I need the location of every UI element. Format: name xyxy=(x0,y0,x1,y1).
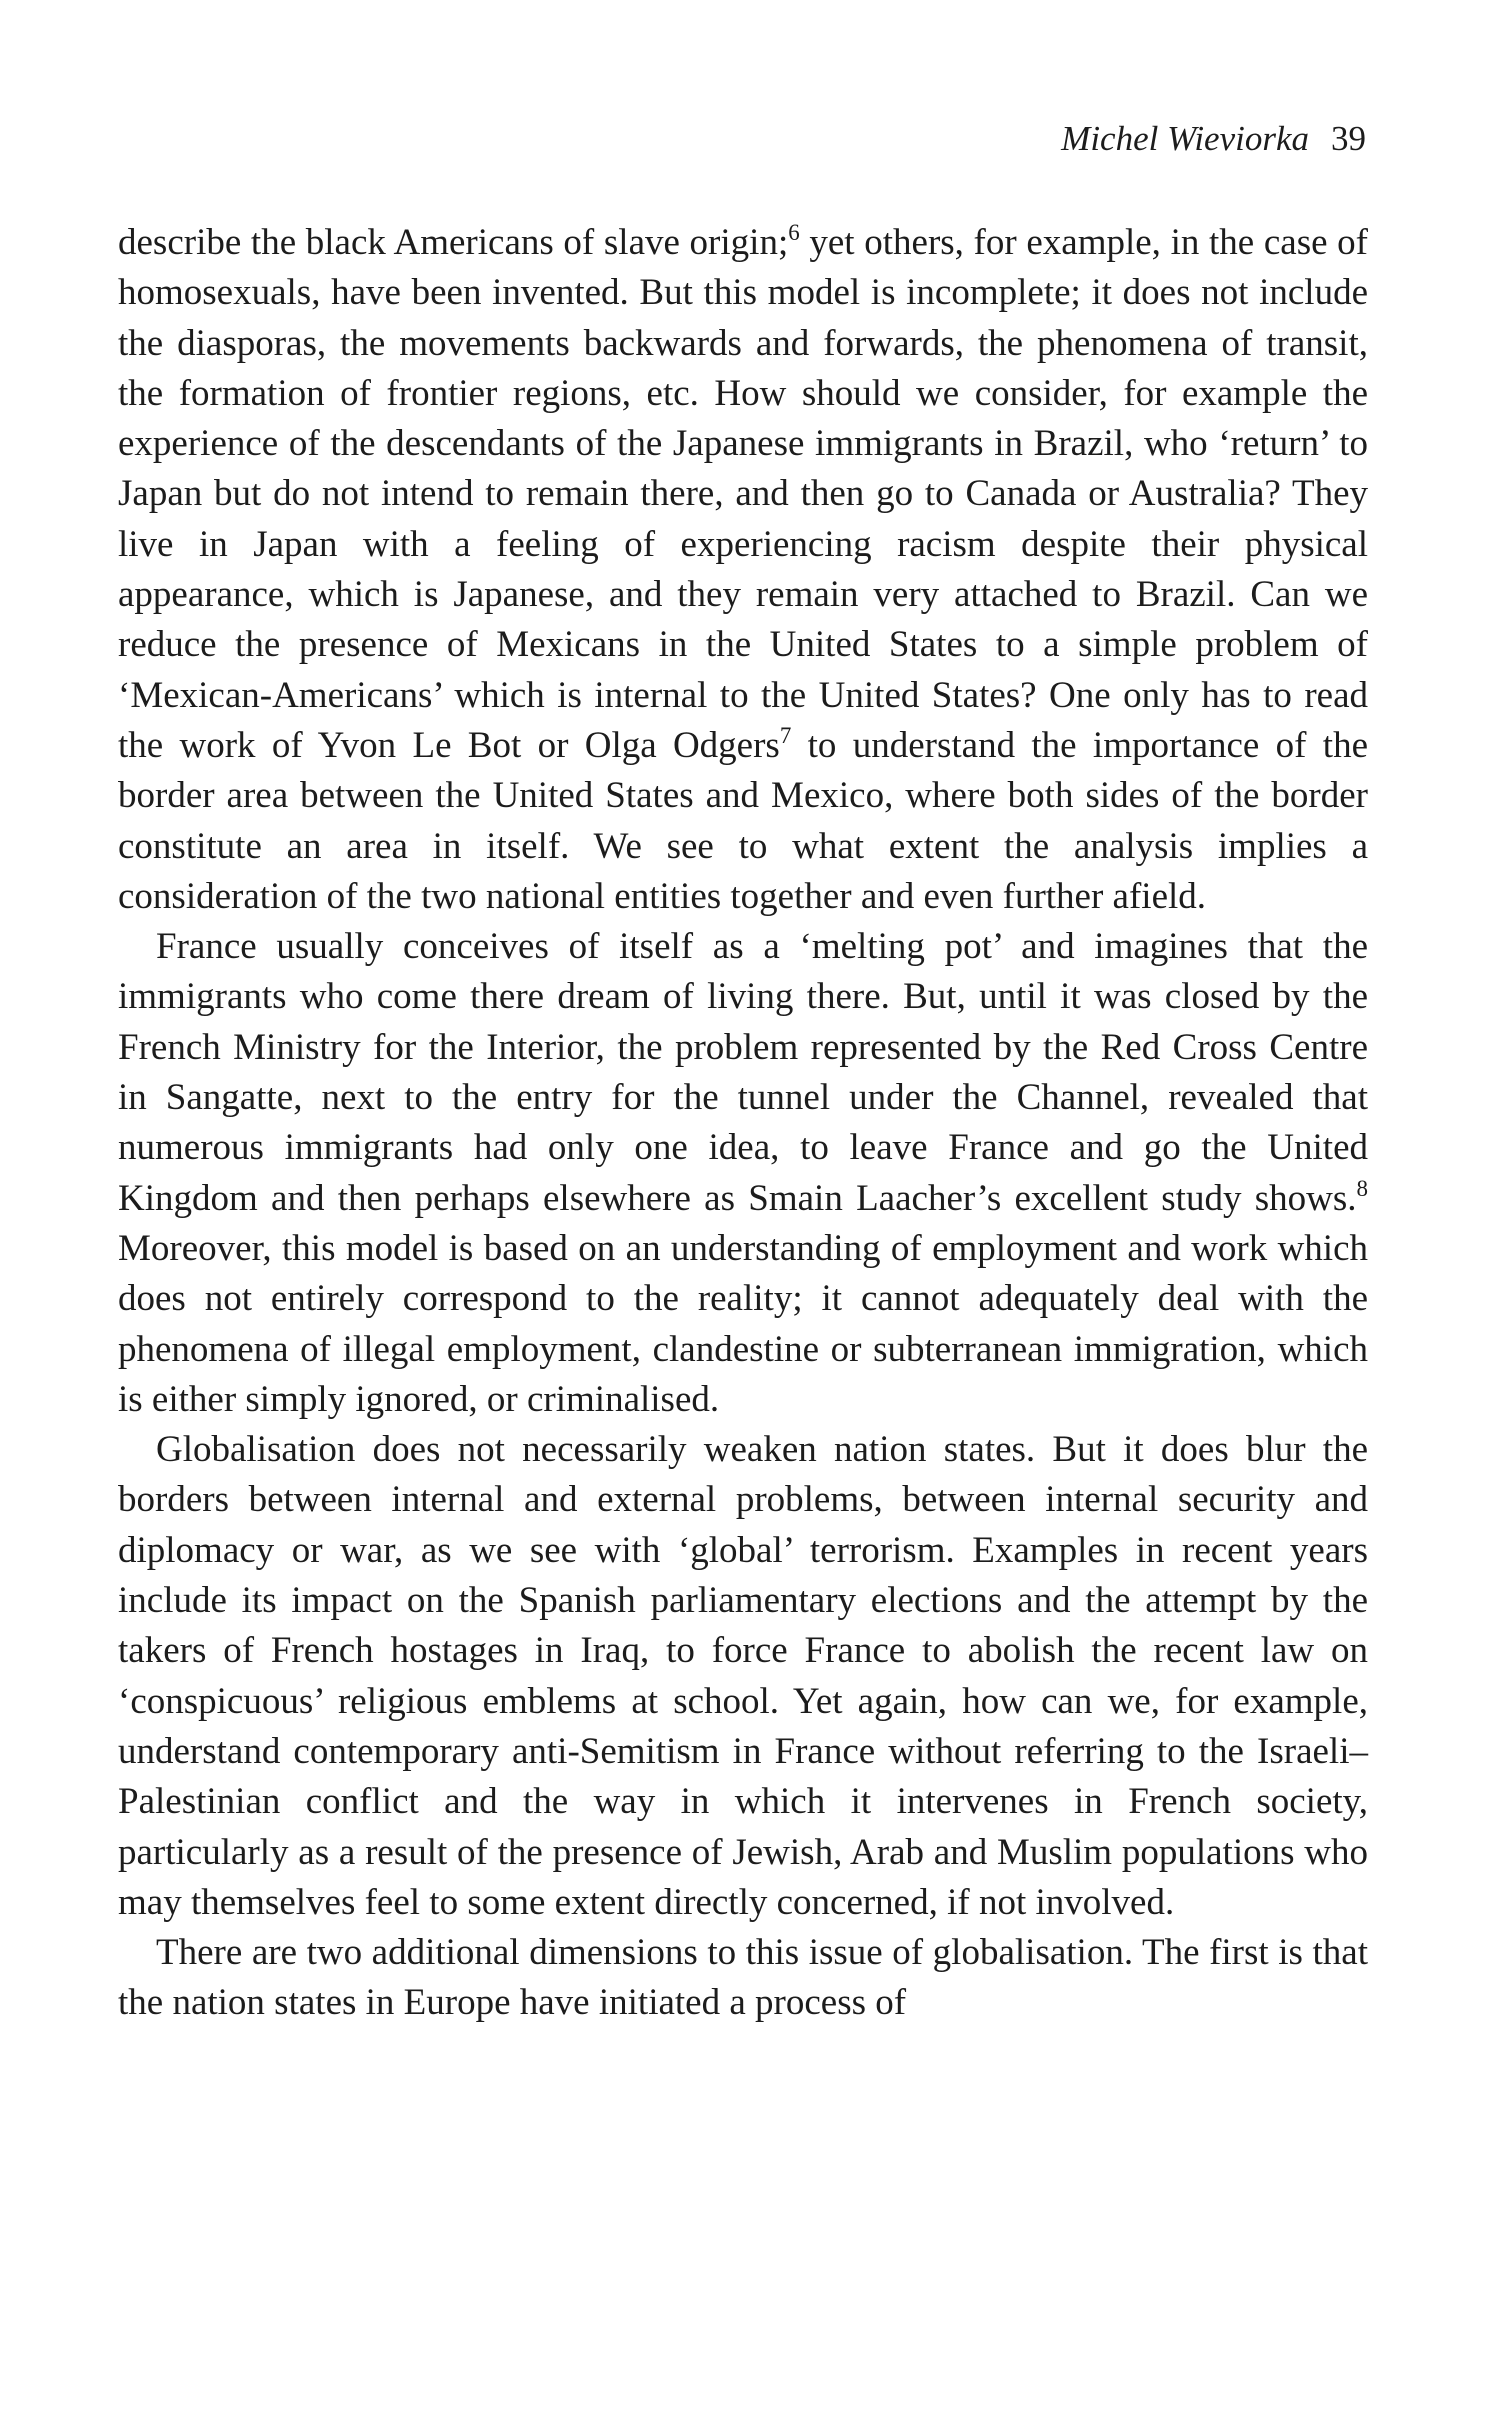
text-run: Moreover, this model is based on an understanding of employment and work which does not entirely correspond to the reality; it cannot adequately deal with the phenomena of illegal employment, clandestine or subterranean immigration, which is either simply ignored, or criminalised. xyxy=(118,1227,1368,1420)
text-run: to understand the importance of the border area between the United States and Mexico, where both sides of the border constitute an area in itself. We see to what extent the analysis implies a consideration of the two national entities together and even further afield. xyxy=(118,724,1369,917)
running-head xyxy=(1061,118,1366,160)
paragraph-2 xyxy=(118,922,1368,1425)
text-run: describe the black Americans of slave origin; xyxy=(118,222,789,263)
footnote-ref-7[interactable]: 7 xyxy=(779,722,792,748)
paragraph-4 xyxy=(118,1928,1368,2029)
footnote-ref-8[interactable]: 8 xyxy=(1356,1175,1368,1201)
text-run: France usually conceives of itself as a ‘melting pot’ and imagines that the immigrants who come there dream of living there. But, until it was closed by the French Ministry for the Interior, the problem represented by the Red Cross Centre in Sangatte, next to the entry for the tunnel under the Channel, revealed that numerous immigrants had only one idea, to leave France and go the United Kingdom and then perhaps elsewhere as Smain Laacher’s excellent study shows. xyxy=(118,926,1368,1219)
running-head-author: Michel Wieviorka xyxy=(1061,119,1309,158)
paragraph-1 xyxy=(118,218,1368,922)
text-run: Globalisation does not necessarily weaken nation states. But it does blur the borders between internal and external problems, between internal security and diplomacy or war, as we see with ‘global’ terrorism. Examples in recent years include its impact on the Spanish parliamentary elections and the attempt by the takers of French hostages in Iraq, to force France to abolish the recent law on ‘conspicuous’ religious emblems at school. Yet again, how can we, for example, understand contemporary anti-Semitism in France without referring to the Israeli–Palestinian conflict and the way in which it intervenes in French society, particularly as a result of the presence of Jewish, Arab and Muslim populations who may themselves feel to some extent directly concerned, if not involved. xyxy=(118,1429,1368,1923)
paragraph-3 xyxy=(118,1425,1368,1928)
page-number: 39 xyxy=(1331,119,1366,158)
text-run: There are two additional dimensions to this issue of globalisation. The first is that the nation states in Europe have initiated a process of xyxy=(118,1932,1368,2024)
footnote-ref-6[interactable]: 6 xyxy=(788,220,800,245)
text-run: yet others, for example, in the case of homosexuals, have been invented. But this model is incomplete; it does not include the diasporas, the movements backwards and forwards, the phenomena of transit, the formation of frontier regions, etc. How should we consider, for example the experience of the descendants of the Japanese immigrants in Brazil, who ‘return’ to Japan but do not intend to remain there, and then go to Canada or Australia? They live in Japan with a feeling of experiencing racism despite their physical appearance, which is Japanese, and they remain very attached to Brazil. Can we reduce the presence of Mexicans in the United States to a simple problem of ‘Mexican-Americans’ which is internal to the United States? One only has to read the work of Yvon Le Bot or Olga Odgers xyxy=(118,222,1368,766)
body-text xyxy=(118,218,1368,2029)
